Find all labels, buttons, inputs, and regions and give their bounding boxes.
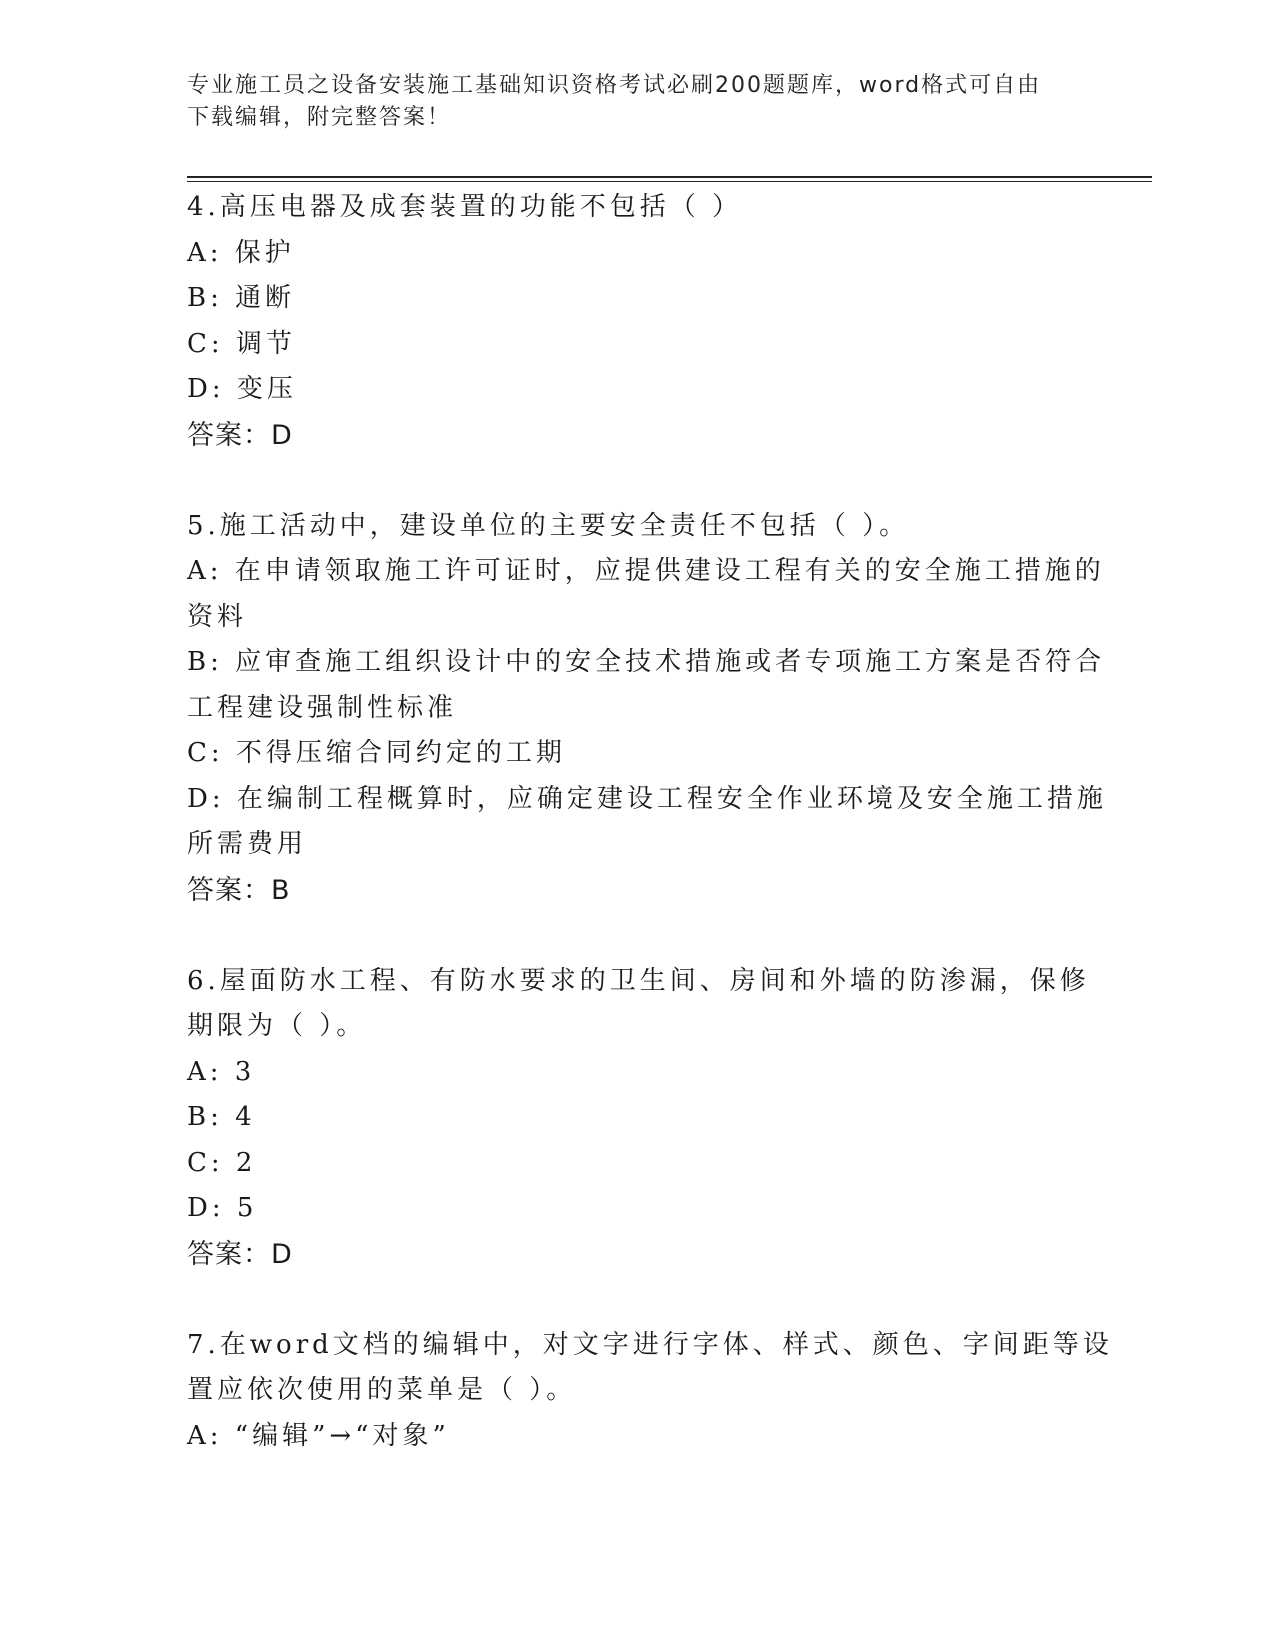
option-a: A: 在申请领取施工许可证时，应提供建设工程有关的安全施工措施的 bbox=[187, 556, 1105, 586]
option-c: C: 2 bbox=[187, 1147, 257, 1178]
answer-text: 答案：B bbox=[187, 874, 291, 906]
question-block bbox=[187, 959, 1090, 1278]
question-stem: 7.在word文档的编辑中，对文字进行字体、样式、颜色、字间距等设 bbox=[187, 1329, 1113, 1360]
option-c: C: 调节 bbox=[187, 328, 296, 359]
question-stem: 5.施工活动中，建设单位的主要安全责任不包括（ ）。 bbox=[187, 510, 910, 541]
option-d: D: 在编制工程概算时，应确定建设工程安全作业环境及安全施工措施 bbox=[187, 783, 1107, 814]
question-gap bbox=[187, 1277, 1077, 1323]
option-b-continued: 工程建设强制性标准 bbox=[187, 692, 458, 723]
option-d: D: 5 bbox=[187, 1193, 258, 1223]
option-b: B: 通断 bbox=[187, 283, 296, 313]
question-stem: 6.屋面防水工程、有防水要求的卫生间、房间和外墙的防渗漏，保修 bbox=[187, 965, 1090, 996]
question-block bbox=[187, 1323, 1113, 1460]
option-a: A: 3 bbox=[187, 1056, 256, 1087]
option-c: C: 不得压缩合同约定的工期 bbox=[187, 738, 566, 768]
option-d: D: 变压 bbox=[187, 374, 297, 404]
question-block bbox=[187, 185, 1077, 458]
option-b: B: 应审查施工组织设计中的安全技术措施或者专项施工方案是否符合 bbox=[187, 647, 1106, 677]
question-gap bbox=[187, 458, 1077, 504]
option-d-continued: 所需费用 bbox=[187, 829, 308, 859]
question-stem: 4.高压电器及成套装置的功能不包括（ ） bbox=[187, 192, 743, 222]
header-line-1: 专业施工员之设备安装施工基础知识资格考试必刷200题题库，word格式可自由 bbox=[187, 73, 1042, 98]
header-rule-thin bbox=[187, 181, 1152, 182]
option-a: A: “编辑”→“对象” bbox=[187, 1420, 450, 1451]
question-gap bbox=[187, 913, 1077, 959]
question-block bbox=[187, 504, 1107, 914]
answer-text: 答案：D bbox=[187, 1238, 293, 1270]
document-header bbox=[187, 70, 1067, 134]
answer-text: 答案：D bbox=[187, 419, 293, 451]
header-line-2: 下载编辑，附完整答案！ bbox=[187, 105, 452, 130]
question-stem-continued: 期限为（ ）。 bbox=[187, 1011, 367, 1041]
option-a: A: 保护 bbox=[187, 237, 295, 268]
header-rule-thick bbox=[187, 176, 1152, 178]
question-list bbox=[187, 185, 1113, 1459]
question-stem-continued: 置应依次使用的菜单是（ ）。 bbox=[187, 1375, 577, 1405]
option-b: B: 4 bbox=[187, 1102, 256, 1132]
option-a-continued: 资料 bbox=[187, 601, 248, 632]
